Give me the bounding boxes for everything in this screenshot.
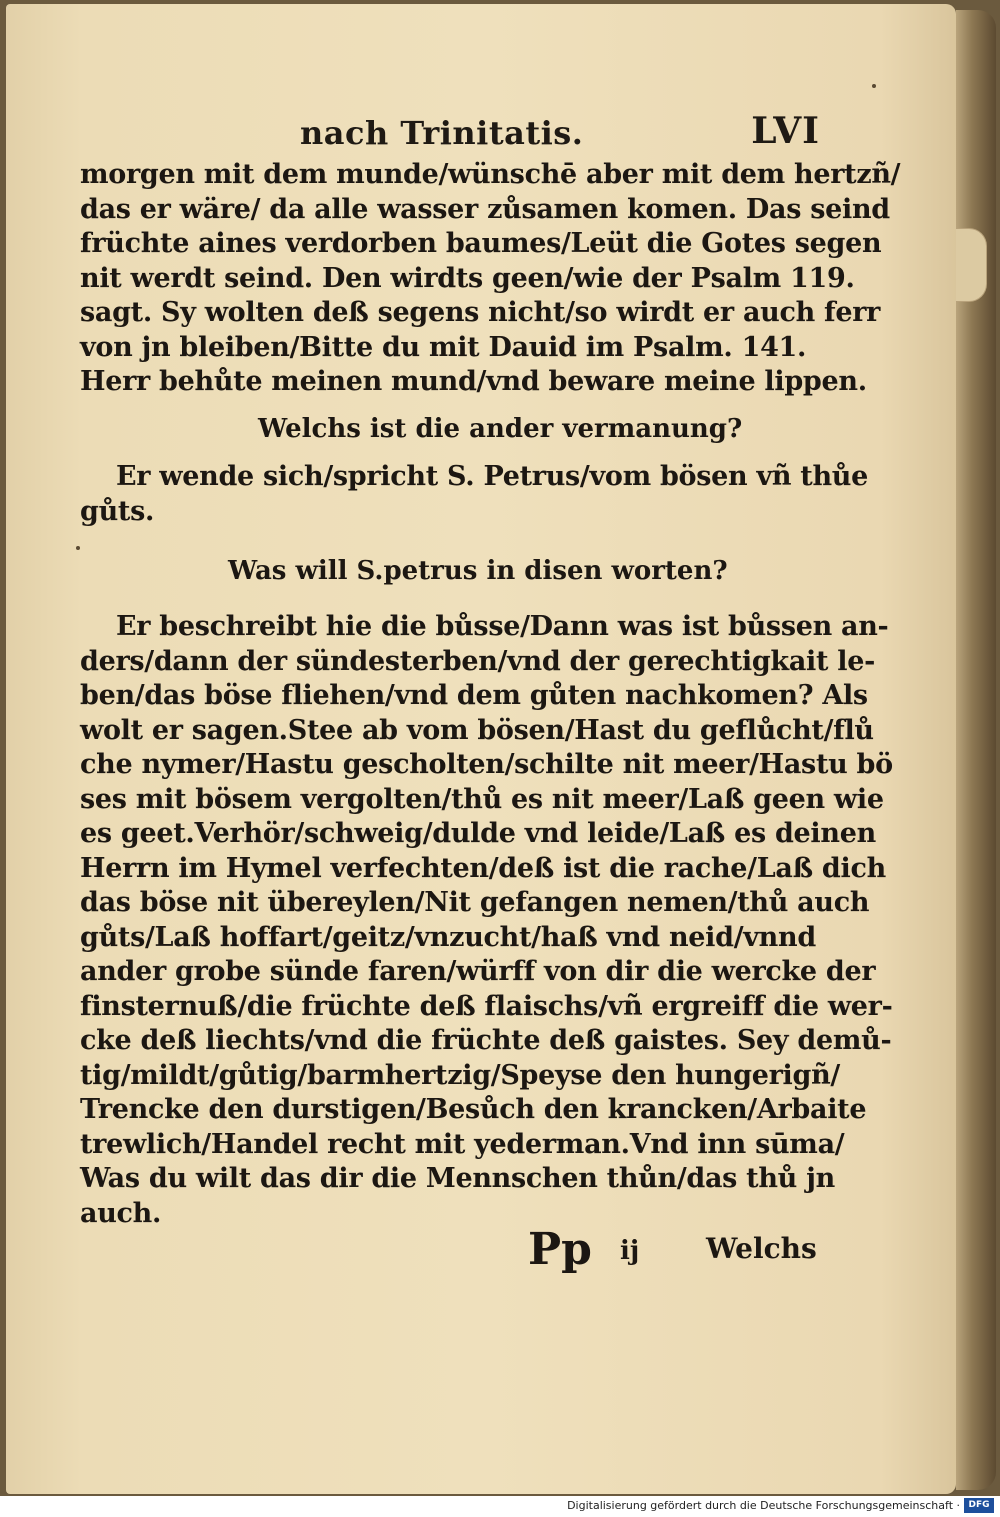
text-line: auch. [80,1197,162,1229]
folio-number: LVI [751,110,820,152]
signature-number: ij [620,1236,640,1266]
signature-mark: Pp [528,1224,592,1275]
text-line: morgen mit dem munde/wünschē aber mit dem hertzñ/ [80,159,901,190]
text-line: ders/dann der sündesterben/vnd der gerechtigkait le- [80,645,875,677]
running-title: nach Trinitatis. [300,114,584,152]
answer-block-2 [80,610,893,1231]
text-line: ses mit bösem vergolten/thů es nit meer/Laß geen wie [80,783,884,815]
text-line: gůts. [80,495,155,527]
text-line: das er wäre/ da alle wasser zůsamen komen. Das seind [80,193,890,225]
text-line: wolt er sagen.Stee ab vom bösen/Hast du geflůcht/flů [80,714,874,746]
page-tab [952,228,987,302]
question-heading: Was will S.petrus in disen worten? [228,556,728,586]
text-line: trewlich/Handel recht mit yederman.Vnd inn sūma/ [80,1128,845,1160]
text-line: sagt. Sy wolten deß segens nicht/so wirdt er auch ferr [80,297,881,328]
text-line: nit werdt seind. Den wirdts geen/wie der Psalm 119. [80,262,855,294]
text-line: es geet.Verhör/schweig/dulde vnd leide/Laß es deinen [80,818,876,849]
text-line: Was du wilt das dir die Mennschen thůn/das thů jn [80,1163,835,1194]
text-line: Trencke den durstigen/Besůch den krancken/Arbaite [80,1094,867,1125]
text-line: Er beschreibt hie die bůsse/Dann was ist bůssen an- [116,611,889,642]
text-line: tig/mildt/gůtig/barmhertzig/Speyse den hungerigñ/ [80,1059,840,1091]
text-line: ben/das böse fliehen/vnd dem gůten nachkomen? Als [80,680,868,711]
catchword: Welchs [706,1232,817,1265]
text-line: ander grobe sünde faren/würff von dir die wercke der [80,956,876,987]
answer-block-1 [80,460,868,529]
ink-spot [872,84,876,88]
text-line: Er wende sich/spricht S. Petrus/vom bösen vñ thůe [116,461,868,492]
ink-spot [76,546,80,550]
text-line: von jn bleiben/Bitte du mit Dauid im Psalm. 141. [80,331,807,363]
funding-credit: Digitalisierung gefördert durch die Deutsche Forschungsgemeinschaft · [567,1499,960,1512]
text-line: che nymer/Hastu gescholten/schilte nit meer/Hastu bö [80,749,893,780]
text-line: finsternuß/die früchte deß flaischs/vñ ergreiff die wer- [80,990,893,1022]
page-header [300,108,820,154]
text-line: Herr behůte meinen mund/vnd beware meine lippen. [80,366,867,397]
text-block-1 [80,158,901,400]
footer-bar [0,1496,1000,1517]
text-line: gůts/Laß hoffart/geitz/vnzucht/haß vnd neid/vnnd [80,921,816,953]
text-line: früchte aines verdorben baumes/Leüt die Gotes segen [80,228,882,259]
text-line: Herrn im Hymel verfechten/deß ist die rache/Laß dich [80,852,886,884]
question-heading: Welchs ist die ander vermanung? [258,414,743,444]
dfg-logo-icon: DFG [964,1498,994,1513]
text-line: cke deß liechts/vnd die früchte deß gaistes. Sey demů- [80,1025,892,1056]
text-line: das böse nit übereylen/Nit gefangen nemen/thů auch [80,887,870,918]
